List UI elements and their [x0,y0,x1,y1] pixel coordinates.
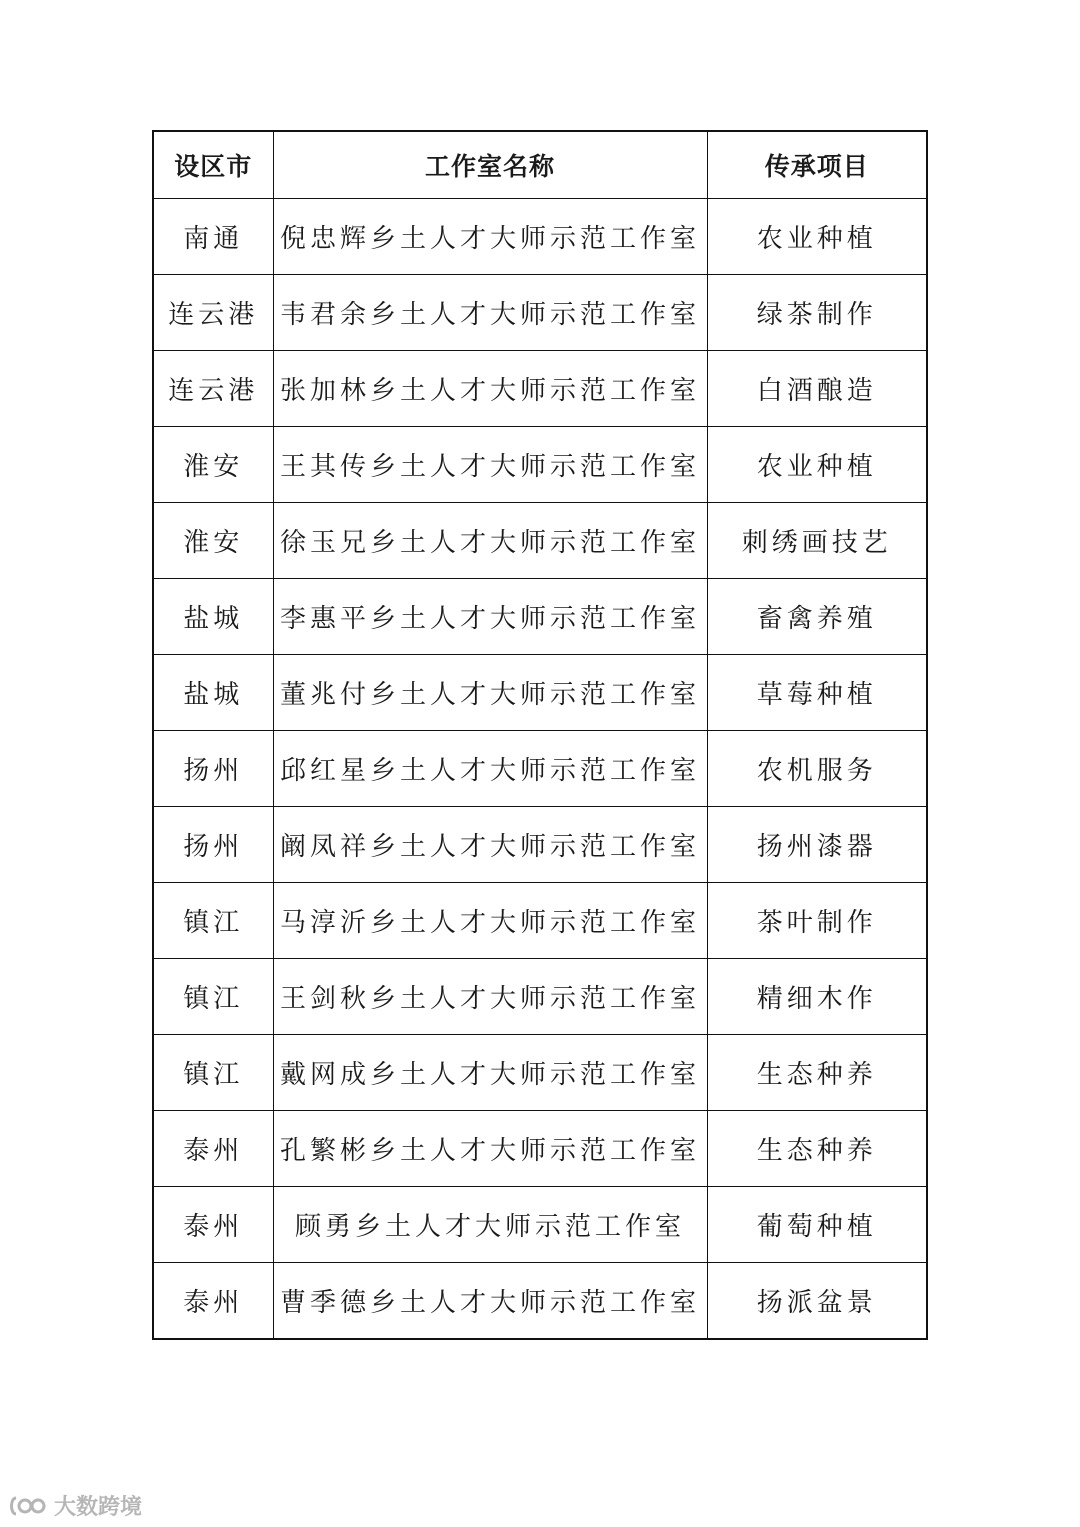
table-row [153,1187,927,1263]
table-row [153,351,927,427]
cell-heritage-item: 刺绣画技艺 [707,503,927,579]
cell-city: 泰州 [153,1111,273,1187]
cell-heritage-item: 茶叶制作 [707,883,927,959]
table-row [153,503,927,579]
cell-studio-name: 倪忠辉乡土人才大师示范工作室 [273,199,707,275]
cell-city: 镇江 [153,959,273,1035]
table-header [153,131,927,199]
cell-heritage-item: 生态种养 [707,1111,927,1187]
cell-studio-name: 孔繁彬乡土人才大师示范工作室 [273,1111,707,1187]
table-row [153,427,927,503]
cell-studio-name: 马淳沂乡土人才大师示范工作室 [273,883,707,959]
watermark-text: 大数跨境 [54,1495,143,1520]
header-heritage-item: 传承项目 [707,131,927,199]
cell-city: 扬州 [153,807,273,883]
cell-heritage-item: 精细木作 [707,959,927,1035]
cell-studio-name: 顾勇乡土人才大师示范工作室 [273,1187,707,1263]
table-row [153,731,927,807]
cell-studio-name: 王剑秋乡土人才大师示范工作室 [273,959,707,1035]
cell-city: 镇江 [153,883,273,959]
cell-city: 镇江 [153,1035,273,1111]
cell-heritage-item: 生态种养 [707,1035,927,1111]
cell-studio-name: 戴网成乡土人才大师示范工作室 [273,1035,707,1111]
cell-city: 盐城 [153,655,273,731]
cell-heritage-item: 扬州漆器 [707,807,927,883]
cell-heritage-item: 白酒酿造 [707,351,927,427]
table-row [153,807,927,883]
cell-studio-name: 张加林乡土人才大师示范工作室 [273,351,707,427]
cell-city: 连云港 [153,351,273,427]
cell-studio-name: 阚凤祥乡土人才大师示范工作室 [273,807,707,883]
table-row [153,199,927,275]
logo-icon [8,1494,48,1518]
cell-city: 扬州 [153,731,273,807]
cell-city: 泰州 [153,1187,273,1263]
table-row [153,959,927,1035]
table-row [153,1111,927,1187]
cell-city: 淮安 [153,427,273,503]
cell-city: 南通 [153,199,273,275]
cell-heritage-item: 绿茶制作 [707,275,927,351]
cell-heritage-item: 草莓种植 [707,655,927,731]
header-city: 设区市 [153,131,273,199]
table-row [153,275,927,351]
cell-studio-name: 董兆付乡土人才大师示范工作室 [273,655,707,731]
cell-heritage-item: 农业种植 [707,427,927,503]
table-row [153,1035,927,1111]
cell-heritage-item: 农机服务 [707,731,927,807]
table-row [153,579,927,655]
cell-studio-name: 邱红星乡土人才大师示范工作室 [273,731,707,807]
cell-heritage-item: 农业种植 [707,199,927,275]
studio-table [152,130,928,1340]
table-row [153,655,927,731]
cell-city: 盐城 [153,579,273,655]
table-body [153,199,927,1340]
cell-city: 淮安 [153,503,273,579]
cell-city: 连云港 [153,275,273,351]
cell-city: 泰州 [153,1263,273,1340]
cell-studio-name: 曹季德乡土人才大师示范工作室 [273,1263,707,1340]
header-row [153,131,927,199]
cell-heritage-item: 扬派盆景 [707,1263,927,1340]
watermark [8,1490,142,1521]
header-studio-name: 工作室名称 [273,131,707,199]
cell-heritage-item: 畜禽养殖 [707,579,927,655]
cell-studio-name: 韦君余乡土人才大师示范工作室 [273,275,707,351]
table-row [153,1263,927,1340]
table-row [153,883,927,959]
cell-studio-name: 王其传乡土人才大师示范工作室 [273,427,707,503]
cell-heritage-item: 葡萄种植 [707,1187,927,1263]
cell-studio-name: 李惠平乡土人才大师示范工作室 [273,579,707,655]
cell-studio-name: 徐玉兄乡土人才大师示范工作室 [273,503,707,579]
